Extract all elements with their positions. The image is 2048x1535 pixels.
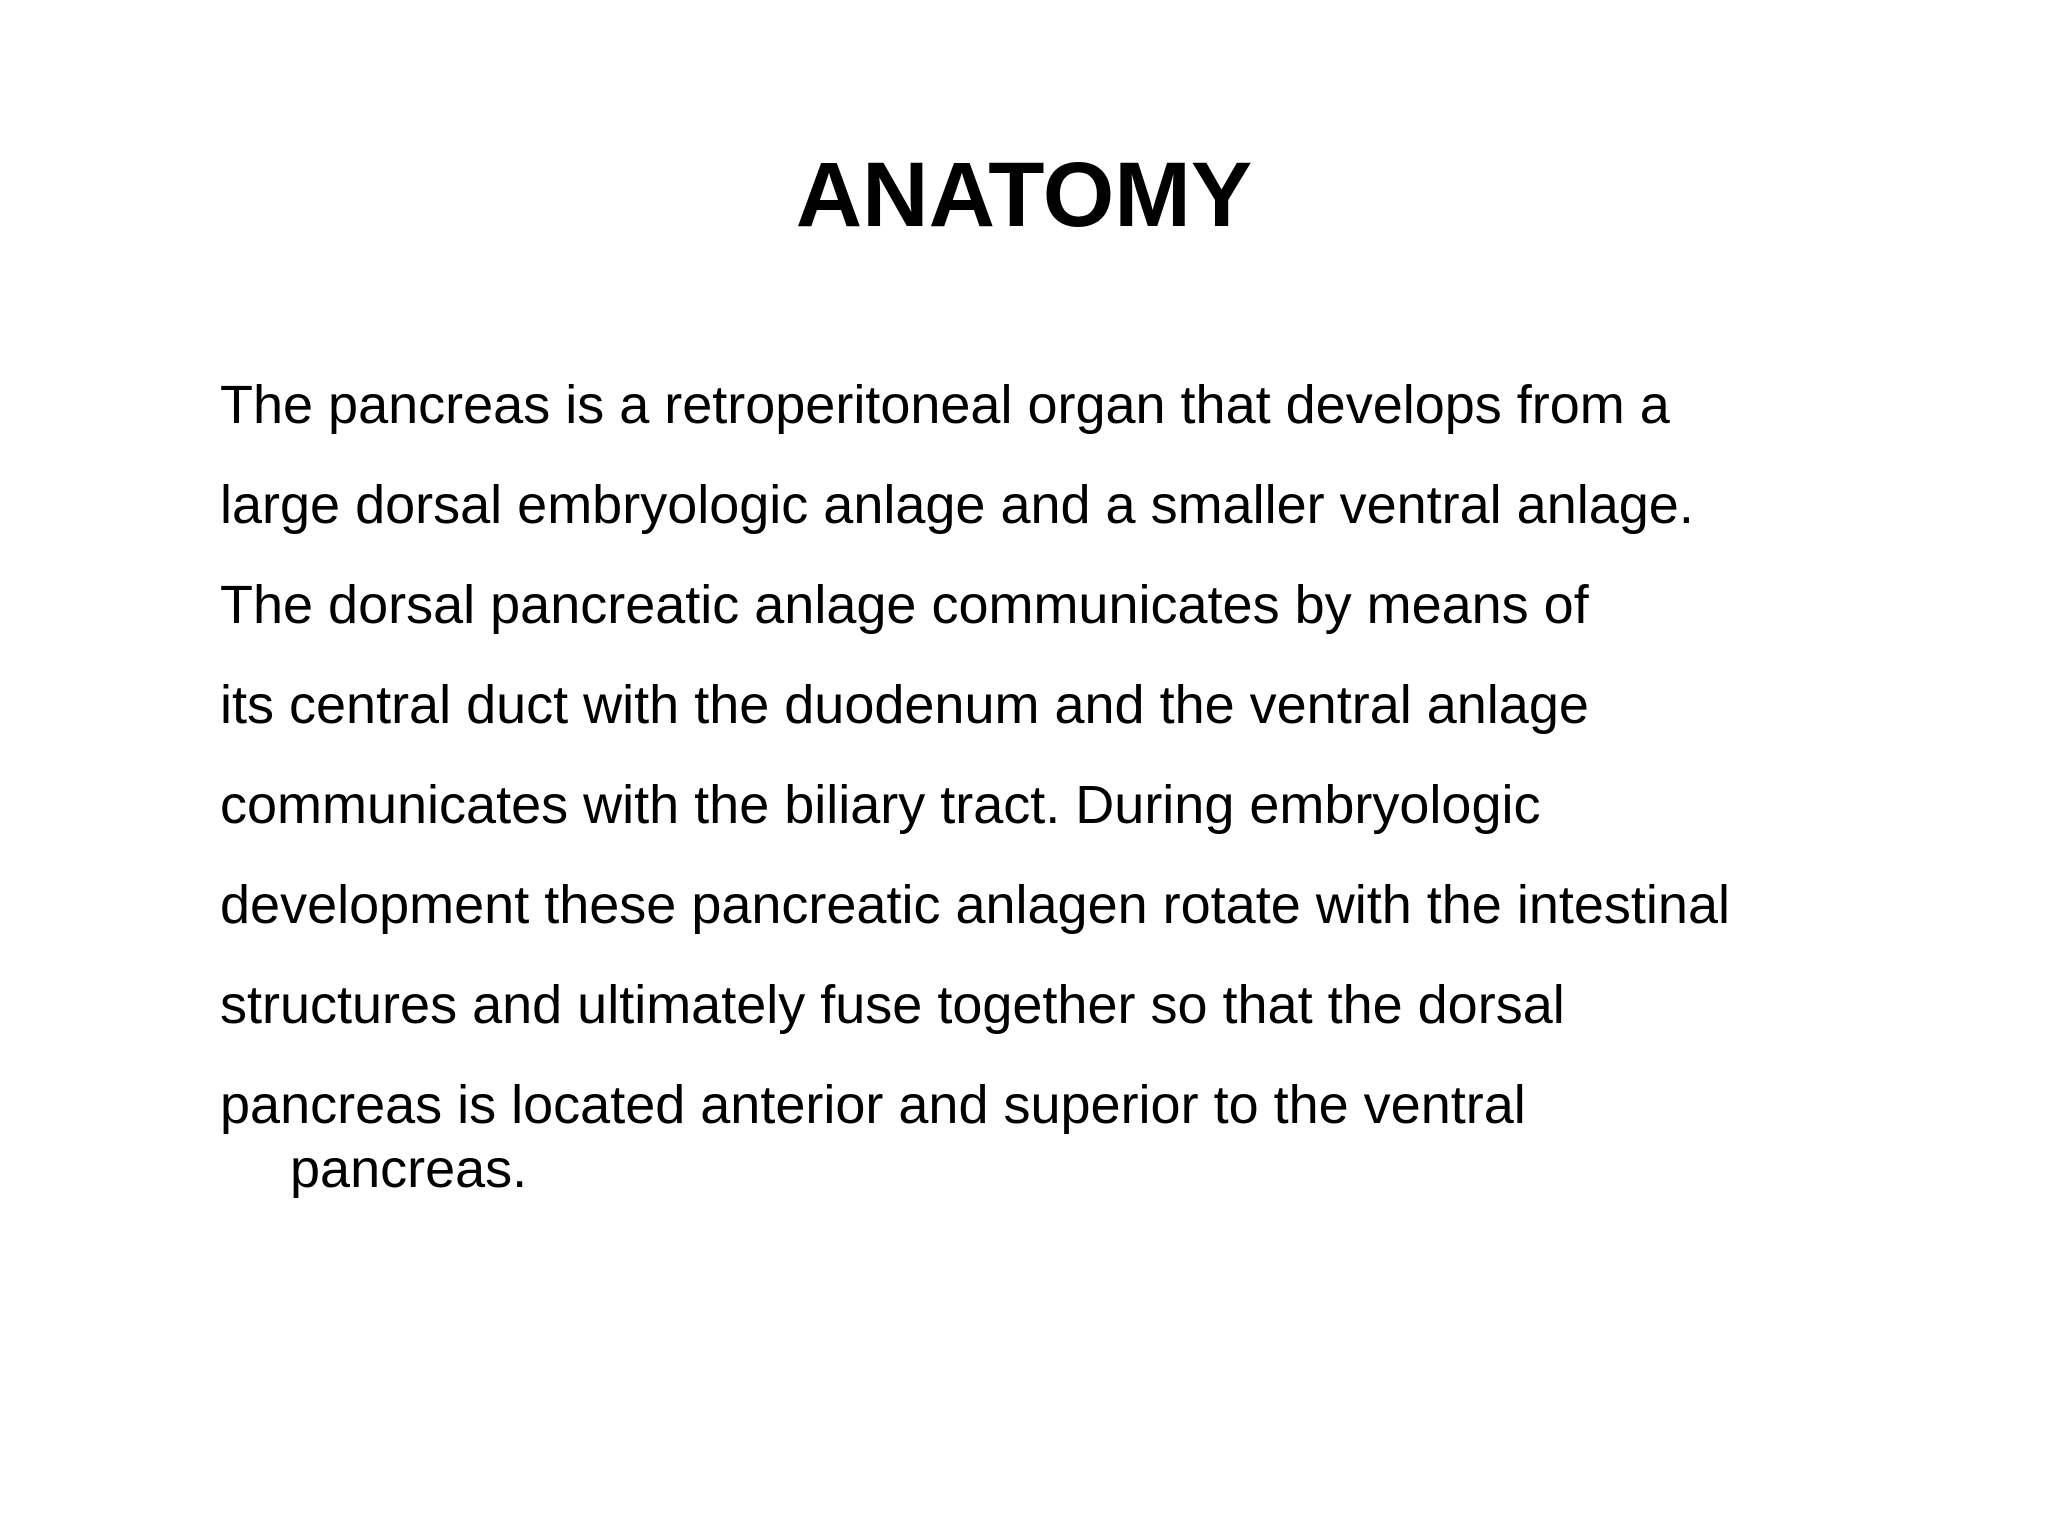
- body-line: its central duct with the duodenum and the ventral anlage: [220, 675, 1589, 735]
- body-line: The dorsal pancreatic anlage communicates by means of: [220, 575, 1589, 635]
- body-line: structures and ultimately fuse together so that the dorsal: [220, 975, 1565, 1035]
- body-line: pancreas is located anterior and superior to the ventral: [220, 1075, 1526, 1135]
- body-line: communicates with the biliary tract. During embryologic: [220, 775, 1541, 835]
- body-paragraph: [220, 370, 1920, 1204]
- body-line: The pancreas is a retroperitoneal organ that develops from a: [220, 375, 1670, 435]
- slide-title: ANATOMY: [795, 144, 1253, 246]
- body-line: development these pancreatic anlagen rotate with the intestinal: [220, 875, 1730, 935]
- body-line-continuation: pancreas.: [290, 1139, 528, 1199]
- body-line: large dorsal embryologic anlage and a smaller ventral anlage.: [220, 475, 1694, 535]
